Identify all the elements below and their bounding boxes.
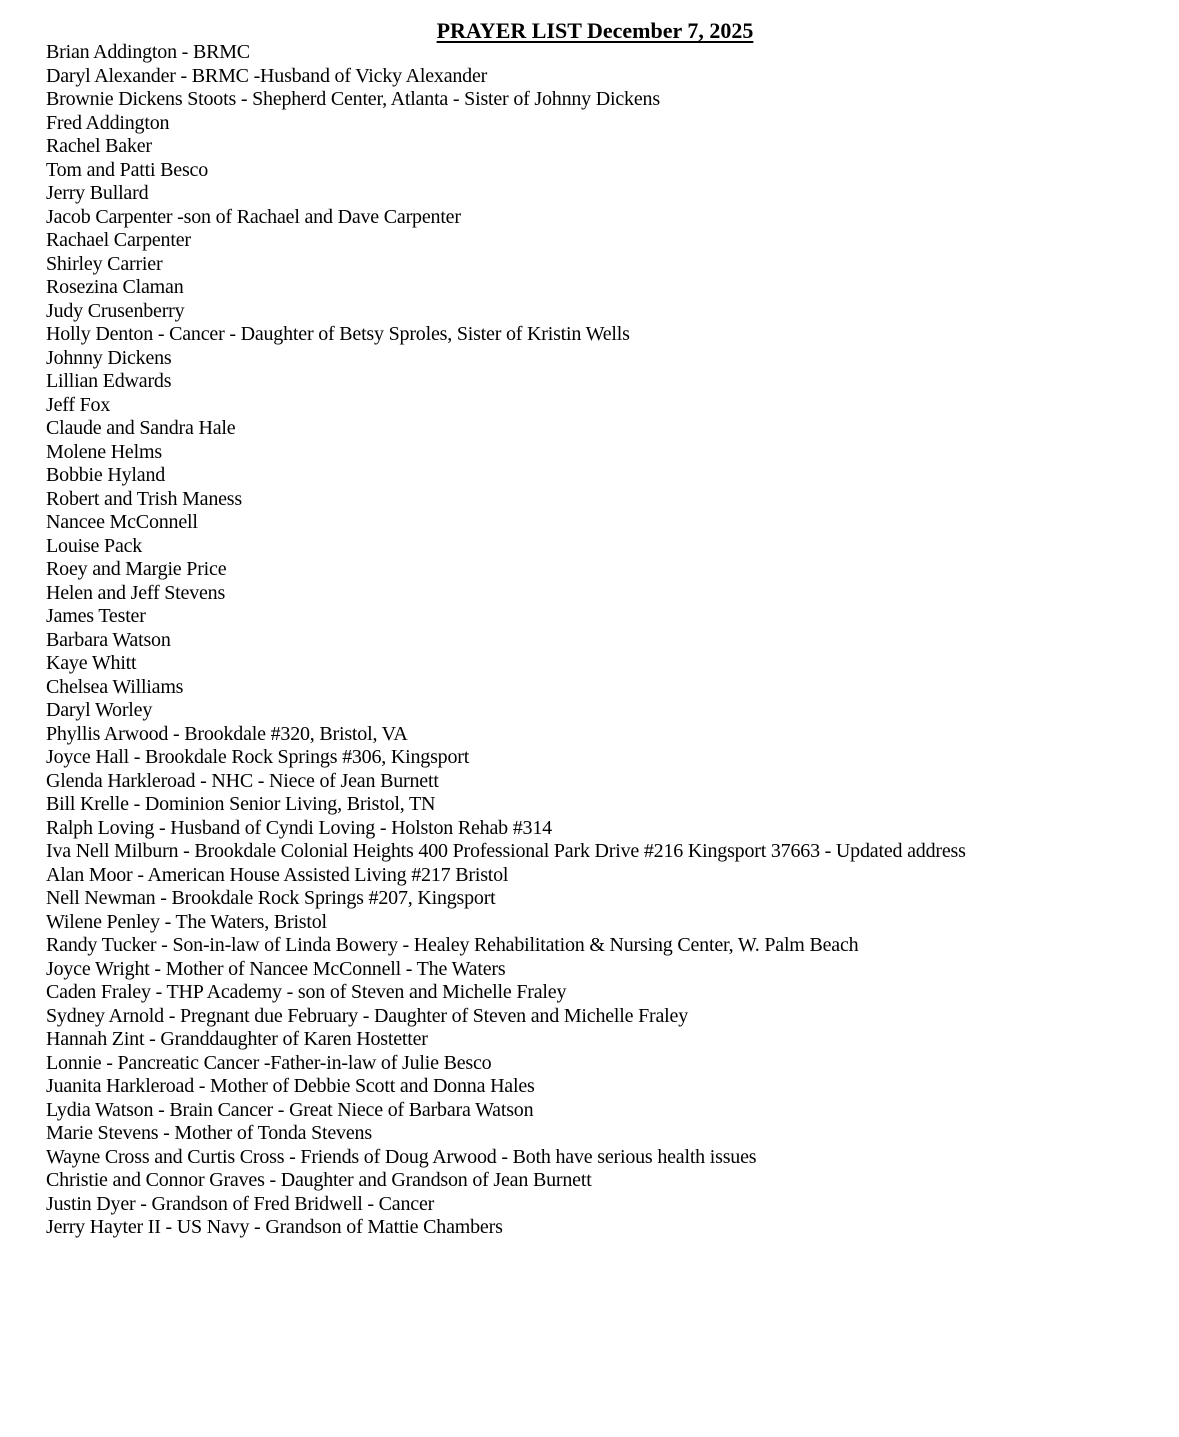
list-item: Christie and Connor Graves - Daughter and Grandson of Jean Burnett bbox=[46, 1169, 592, 1191]
list-item: Hannah Zint - Granddaughter of Karen Hostetter bbox=[46, 1028, 428, 1050]
list-item: Jeff Fox bbox=[46, 393, 111, 416]
list-item: Robert and Trish Maness bbox=[46, 487, 242, 510]
list-item: Lonnie - Pancreatic Cancer -Father-in-law of Julie Besco bbox=[46, 1051, 492, 1074]
list-item: Helen and Jeff Stevens bbox=[46, 581, 226, 604]
list-item: Judy Crusenberry bbox=[46, 299, 185, 322]
list-item: Juanita Harkleroad - Mother of Debbie Scott and Donna Hales bbox=[46, 1075, 535, 1097]
list-item: Joyce Hall - Brookdale Rock Springs #306, Kingsport bbox=[46, 746, 470, 768]
list-item: Jerry Bullard bbox=[46, 182, 149, 204]
list-item: Claude and Sandra Hale bbox=[46, 417, 236, 439]
list-item: Joyce Wright - Mother of Nancee McConnell - The Waters bbox=[46, 957, 506, 980]
list-item: Wilene Penley - The Waters, Bristol bbox=[46, 910, 327, 933]
list-item: Brownie Dickens Stoots - Shepherd Center, Atlanta - Sister of Johnny Dickens bbox=[46, 88, 660, 110]
list-item: Chelsea Williams bbox=[46, 675, 184, 698]
list-item: Lillian Edwards bbox=[46, 370, 172, 392]
list-item: Randy Tucker - Son-in-law of Linda Bowery - Healey Rehabilitation & Nursing Center, W. Palm Beach bbox=[46, 934, 859, 956]
list-item: Barbara Watson bbox=[46, 628, 171, 651]
list-item: Rachel Baker bbox=[46, 135, 152, 157]
list-item: Rosezina Claman bbox=[46, 276, 184, 298]
list-item: Nancee McConnell bbox=[46, 511, 198, 533]
list-item: Fred Addington bbox=[46, 111, 170, 134]
list-item: Iva Nell Milburn - Brookdale Colonial Heights 400 Professional Park Drive #216 Kingsport 37663 - Updated address bbox=[46, 840, 966, 862]
page-title: PRAYER LIST December 7, 2025 bbox=[436, 18, 754, 43]
list-item: Ralph Loving - Husband of Cyndi Loving - Holston Rehab #314 bbox=[46, 816, 552, 839]
list-item: Caden Fraley - THP Academy - son of Steven and Michelle Fraley bbox=[46, 981, 567, 1003]
list-item: Marie Stevens - Mother of Tonda Stevens bbox=[46, 1122, 372, 1144]
prayer-list bbox=[46, 41, 1156, 1240]
list-item: Jerry Hayter II - US Navy - Grandson of Mattie Chambers bbox=[46, 1216, 503, 1238]
list-item: Johnny Dickens bbox=[46, 346, 172, 369]
list-item: Bill Krelle - Dominion Senior Living, Bristol, TN bbox=[46, 793, 436, 815]
list-item: James Tester bbox=[46, 605, 146, 627]
list-item: Molene Helms bbox=[46, 440, 162, 463]
list-item: Holly Denton - Cancer - Daughter of Betsy Sproles, Sister of Kristin Wells bbox=[46, 323, 630, 345]
list-item: Glenda Harkleroad - NHC - Niece of Jean Burnett bbox=[46, 769, 439, 792]
list-item: Alan Moor - American House Assisted Living #217 Bristol bbox=[46, 863, 509, 886]
list-item: Jacob Carpenter -son of Rachael and Dave Carpenter bbox=[46, 205, 461, 228]
list-item: Daryl Alexander - BRMC -Husband of Vicky Alexander bbox=[46, 64, 488, 87]
list-item: Shirley Carrier bbox=[46, 252, 163, 275]
list-item: Wayne Cross and Curtis Cross - Friends of Doug Arwood - Both have serious health issues bbox=[46, 1145, 757, 1168]
list-item: Roey and Margie Price bbox=[46, 558, 227, 580]
list-item: Nell Newman - Brookdale Rock Springs #207, Kingsport bbox=[46, 887, 496, 909]
list-item: Tom and Patti Besco bbox=[46, 158, 209, 181]
list-item: Daryl Worley bbox=[46, 699, 153, 721]
list-item: Rachael Carpenter bbox=[46, 229, 191, 251]
list-item: Brian Addington - BRMC bbox=[46, 41, 250, 63]
list-item: Louise Pack bbox=[46, 534, 143, 557]
list-item: Bobbie Hyland bbox=[46, 464, 166, 486]
list-item: Justin Dyer - Grandson of Fred Bridwell - Cancer bbox=[46, 1192, 435, 1215]
list-item: Phyllis Arwood - Brookdale #320, Bristol, VA bbox=[46, 722, 408, 745]
list-item: Kaye Whitt bbox=[46, 652, 137, 674]
list-item: Lydia Watson - Brain Cancer - Great Niece of Barbara Watson bbox=[46, 1098, 534, 1121]
list-item: Sydney Arnold - Pregnant due February - Daughter of Steven and Michelle Fraley bbox=[46, 1004, 689, 1027]
